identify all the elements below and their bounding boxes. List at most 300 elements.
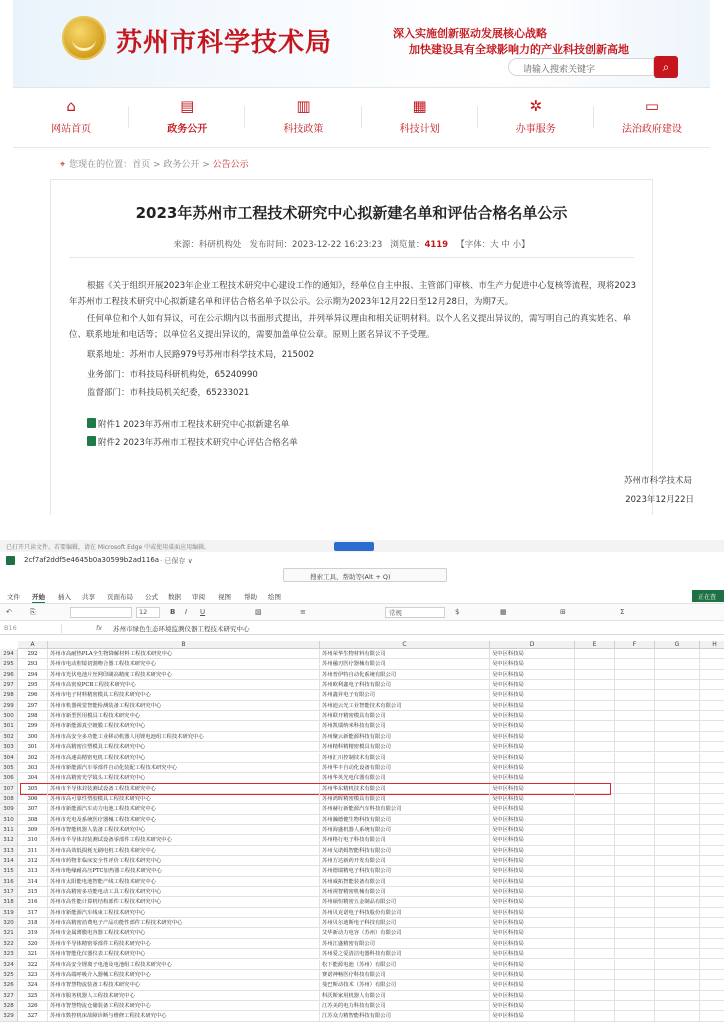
table-cell[interactable] [575, 649, 615, 659]
column-header[interactable]: E [575, 641, 615, 649]
font-family-select[interactable] [70, 607, 132, 618]
align-left-icon[interactable]: ≡ [300, 608, 306, 616]
table-cell[interactable] [655, 794, 700, 804]
table-cell[interactable]: 苏州市高性能计算机结构部件工程技术研究中心 [48, 897, 320, 907]
save-status[interactable]: · 已保存 ∨ [160, 557, 193, 565]
table-cell[interactable] [700, 701, 724, 711]
table-cell[interactable]: 325 [18, 991, 48, 1001]
table-cell[interactable] [615, 835, 655, 845]
table-cell[interactable] [700, 721, 724, 731]
table-cell[interactable]: 苏州方达新药开发有限公司 [320, 856, 490, 866]
table-cell[interactable] [655, 721, 700, 731]
ribbon-tab-10[interactable]: 绘图 [268, 593, 281, 601]
table-cell[interactable] [700, 970, 724, 980]
row-header[interactable]: 303 [0, 742, 18, 752]
table-cell[interactable]: 吴中区科技局 [490, 773, 575, 783]
table-cell[interactable]: 吴中区科技局 [490, 897, 575, 907]
table-cell[interactable]: 苏州市金属薄膜电容器工程技术研究中心 [48, 928, 320, 938]
table-cell[interactable] [615, 680, 655, 690]
table-cell[interactable]: 苏州赫行新能源汽车科技有限公司 [320, 804, 490, 814]
font-size-select[interactable]: 12 [136, 607, 160, 618]
table-cell[interactable] [575, 763, 615, 773]
table-cell[interactable] [700, 825, 724, 835]
ribbon-tab-6[interactable]: 数据 [168, 593, 181, 601]
table-cell[interactable]: 苏州爱之爱清洁电器科技有限公司 [320, 949, 490, 959]
table-cell[interactable] [655, 784, 700, 794]
table-cell[interactable] [615, 960, 655, 970]
table-cell[interactable] [615, 949, 655, 959]
table-cell[interactable]: 苏州市新能源真空镀膜工程技术研究中心 [48, 721, 320, 731]
table-cell[interactable]: 327 [18, 1011, 48, 1021]
spreadsheet-grid[interactable] [0, 641, 724, 1024]
table-cell[interactable]: 苏州联开精密模具有限公司 [320, 711, 490, 721]
function-icon[interactable]: fx [96, 624, 103, 632]
table-cell[interactable]: 赛诺神畅医疗科技有限公司 [320, 970, 490, 980]
table-cell[interactable] [655, 960, 700, 970]
breadcrumb-current[interactable]: 公告公示 [212, 160, 249, 170]
table-cell[interactable] [655, 970, 700, 980]
ribbon-tab-8[interactable]: 视图 [218, 593, 231, 601]
row-header[interactable]: 326 [0, 980, 18, 990]
table-cell[interactable] [575, 866, 615, 876]
table-cell[interactable] [655, 773, 700, 783]
table-cell[interactable] [615, 928, 655, 938]
table-cell[interactable]: 苏州威拓智能装备有限公司 [320, 877, 490, 887]
table-cell[interactable]: 305 [18, 784, 48, 794]
nav-item-4[interactable] [478, 88, 594, 147]
table-cell[interactable]: 苏州市高速高精密电机工程技术研究中心 [48, 753, 320, 763]
table-cell[interactable] [700, 763, 724, 773]
table-cell[interactable]: 苏州市光伏电池片丝网印刷高精度工程技术研究中心 [48, 670, 320, 680]
table-cell[interactable] [700, 856, 724, 866]
table-cell[interactable]: 314 [18, 877, 48, 887]
table-cell[interactable]: 292 [18, 649, 48, 659]
table-cell[interactable] [575, 721, 615, 731]
table-cell[interactable]: 吴中区科技局 [490, 846, 575, 856]
table-cell[interactable]: 315 [18, 887, 48, 897]
table-cell[interactable] [615, 670, 655, 680]
row-header[interactable]: 324 [0, 960, 18, 970]
table-cell[interactable] [575, 690, 615, 700]
table-cell[interactable] [575, 980, 615, 990]
currency-icon[interactable]: $ [455, 608, 460, 616]
breadcrumb-home[interactable]: 首页 [132, 160, 151, 170]
row-header[interactable]: 313 [0, 846, 18, 856]
row-header[interactable]: 311 [0, 825, 18, 835]
fill-color-icon[interactable]: ▨ [255, 608, 262, 616]
table-cell[interactable]: 307 [18, 804, 48, 814]
table-cell[interactable]: 293 [18, 659, 48, 669]
table-cell[interactable]: 吴中区科技局 [490, 753, 575, 763]
row-header[interactable]: 309 [0, 804, 18, 814]
table-cell[interactable]: 326 [18, 1001, 48, 1011]
row-header[interactable]: 314 [0, 856, 18, 866]
table-cell[interactable]: 苏州聚云新能源科技有限公司 [320, 732, 490, 742]
table-cell[interactable]: 吴中区科技局 [490, 991, 575, 1001]
table-cell[interactable] [655, 1011, 700, 1021]
table-cell[interactable] [575, 670, 615, 680]
row-header[interactable]: 301 [0, 721, 18, 731]
table-cell[interactable] [655, 690, 700, 700]
table-cell[interactable]: 苏州市服务机器人工程技术研究中心 [48, 991, 320, 1001]
table-cell[interactable]: 吴中区科技局 [490, 835, 575, 845]
table-cell[interactable] [655, 742, 700, 752]
nav-item-3[interactable] [362, 88, 478, 147]
table-cell[interactable] [615, 711, 655, 721]
table-cell[interactable]: 苏州市新能源汽车线束工程技术研究中心 [48, 908, 320, 918]
table-cell[interactable] [655, 877, 700, 887]
nav-item-1[interactable] [129, 88, 245, 147]
table-cell[interactable] [575, 815, 615, 825]
table-cell[interactable] [700, 866, 724, 876]
table-cell[interactable] [575, 897, 615, 907]
table-cell[interactable]: 苏州市绝缘耐高压PTC加热器工程技术研究中心 [48, 866, 320, 876]
underline-icon[interactable]: U [200, 608, 206, 616]
table-cell[interactable]: 308 [18, 815, 48, 825]
table-cell[interactable]: 苏州荣华生物材料有限公司 [320, 649, 490, 659]
attachment-1-link[interactable]: 附件1 2023年苏州市工程技术研究中心拟新建名单 [87, 418, 289, 430]
table-cell[interactable]: 吴中区科技局 [490, 939, 575, 949]
site-title[interactable]: 苏州市科学技术局 [116, 28, 333, 58]
table-cell[interactable]: 苏州市新型医用模具工程技术研究中心 [48, 711, 320, 721]
table-cell[interactable] [700, 670, 724, 680]
row-header[interactable]: 327 [0, 991, 18, 1001]
ribbon-tab-1[interactable]: 开始 [32, 593, 45, 601]
table-cell[interactable]: 300 [18, 732, 48, 742]
table-cell[interactable]: 苏州普伊特自动化系统有限公司 [320, 670, 490, 680]
table-cell[interactable]: 苏州市数控机床故障诊断与维修工程技术研究中心 [48, 1011, 320, 1021]
table-cell[interactable] [575, 835, 615, 845]
table-cell[interactable]: 304 [18, 773, 48, 783]
table-cell[interactable] [575, 939, 615, 949]
row-header[interactable]: 308 [0, 794, 18, 804]
table-cell[interactable]: 323 [18, 970, 48, 980]
row-header[interactable]: 298 [0, 690, 18, 700]
number-format-select[interactable]: 常规 [385, 607, 445, 618]
table-cell[interactable]: 吴中区科技局 [490, 1001, 575, 1011]
table-cell[interactable]: 吴中区科技局 [490, 701, 575, 711]
table-cell[interactable] [615, 763, 655, 773]
table-cell[interactable] [575, 1001, 615, 1011]
table-cell[interactable]: 苏州市高端呼吸介入器械工程技术研究中心 [48, 970, 320, 980]
table-cell[interactable]: 294 [18, 670, 48, 680]
table-cell[interactable]: 苏州精科精精密模具有限公司 [320, 742, 490, 752]
table-cell[interactable] [655, 753, 700, 763]
table-cell[interactable]: 322 [18, 960, 48, 970]
table-cell[interactable] [575, 711, 615, 721]
table-cell[interactable]: 苏州硕恒精密五金制品有限公司 [320, 897, 490, 907]
table-cell[interactable]: 309 [18, 825, 48, 835]
table-cell[interactable]: 苏州市高精密光学镜头工程技术研究中心 [48, 773, 320, 783]
table-cell[interactable] [700, 680, 724, 690]
table-cell[interactable]: 苏州华东精机技术有限公司 [320, 784, 490, 794]
insert-cells-icon[interactable]: ⊞ [560, 608, 566, 616]
table-cell[interactable] [615, 897, 655, 907]
table-cell[interactable] [615, 991, 655, 1001]
table-cell[interactable] [655, 908, 700, 918]
table-cell[interactable]: 吴中区科技局 [490, 763, 575, 773]
ribbon-tab-2[interactable]: 插入 [58, 593, 71, 601]
table-cell[interactable] [700, 939, 724, 949]
table-cell[interactable] [700, 960, 724, 970]
table-cell[interactable]: 313 [18, 866, 48, 876]
table-cell[interactable]: 江苏众力精智能科技有限公司 [320, 1011, 490, 1021]
table-cell[interactable]: 苏州市智慧物流装备工程技术研究中心 [48, 980, 320, 990]
table-cell[interactable] [575, 784, 615, 794]
table-cell[interactable] [655, 939, 700, 949]
table-cell[interactable] [700, 846, 724, 856]
table-cell[interactable] [655, 918, 700, 928]
share-button[interactable]: 正在查 [692, 590, 724, 602]
table-cell[interactable]: 吴中区科技局 [490, 970, 575, 980]
table-cell[interactable]: 319 [18, 928, 48, 938]
edit-button[interactable] [334, 542, 374, 551]
table-cell[interactable] [615, 742, 655, 752]
table-cell[interactable] [575, 887, 615, 897]
table-cell[interactable] [615, 856, 655, 866]
table-cell[interactable]: 苏州市药物非临床安全性评价工程技术研究中心 [48, 856, 320, 866]
table-cell[interactable] [575, 991, 615, 1001]
table-cell[interactable]: 苏州市半导体精密零部件工程技术研究中心 [48, 939, 320, 949]
table-cell[interactable]: 苏州海盛机器人系统有限公司 [320, 825, 490, 835]
column-header[interactable]: H [700, 641, 724, 649]
table-cell[interactable] [655, 928, 700, 938]
column-header[interactable]: B [48, 641, 320, 649]
table-cell[interactable] [615, 939, 655, 949]
row-header[interactable]: 296 [0, 670, 18, 680]
breadcrumb-affairs[interactable]: 政务公开 [163, 160, 200, 170]
table-cell[interactable]: 苏州华英光电仪器有限公司 [320, 773, 490, 783]
column-header[interactable]: D [490, 641, 575, 649]
table-cell[interactable] [700, 908, 724, 918]
table-cell[interactable] [655, 659, 700, 669]
ribbon-tab-5[interactable]: 公式 [145, 593, 158, 601]
table-cell[interactable]: 苏州贝克诺电子科技股份有限公司 [320, 908, 490, 918]
table-cell[interactable]: 曼巴斯动技术（苏州）有限公司 [320, 980, 490, 990]
table-cell[interactable] [575, 908, 615, 918]
row-header[interactable]: 320 [0, 918, 18, 928]
table-cell[interactable] [700, 1001, 724, 1011]
table-cell[interactable] [700, 949, 724, 959]
table-cell[interactable]: 苏州视智精密机械有限公司 [320, 887, 490, 897]
table-cell[interactable] [700, 773, 724, 783]
table-cell[interactable]: 303 [18, 763, 48, 773]
column-header[interactable]: F [615, 641, 655, 649]
table-cell[interactable]: 吴中区科技局 [490, 711, 575, 721]
table-cell[interactable] [615, 866, 655, 876]
table-cell[interactable]: 苏州市高可靠性塑胶模具工程技术研究中心 [48, 794, 320, 804]
table-cell[interactable]: 298 [18, 711, 48, 721]
table-cell[interactable]: 吴中区科技局 [490, 856, 575, 866]
table-cell[interactable] [575, 773, 615, 783]
table-cell[interactable]: 吴中区科技局 [490, 721, 575, 731]
table-cell[interactable] [700, 649, 724, 659]
table-cell[interactable] [655, 897, 700, 907]
row-header[interactable]: 319 [0, 908, 18, 918]
table-cell[interactable] [655, 711, 700, 721]
table-cell[interactable]: 吴中区科技局 [490, 794, 575, 804]
bold-icon[interactable]: B [170, 608, 176, 616]
nav-item-2[interactable] [245, 88, 361, 147]
table-cell[interactable]: 科沃斯家用机器人有限公司 [320, 991, 490, 1001]
table-cell[interactable]: 苏州市高密度PCB工程技术研究中心 [48, 680, 320, 690]
table-cell[interactable] [700, 815, 724, 825]
table-cell[interactable] [615, 825, 655, 835]
nav-item-0[interactable] [13, 88, 129, 147]
table-cell[interactable] [700, 980, 724, 990]
table-cell[interactable]: 苏州瀚德健生物科技有限公司 [320, 815, 490, 825]
row-header[interactable]: 307 [0, 784, 18, 794]
table-cell[interactable] [575, 659, 615, 669]
row-header[interactable]: 302 [0, 732, 18, 742]
table-cell[interactable]: 苏州迪云光工业智能技术有限公司 [320, 701, 490, 711]
table-cell[interactable]: 吴中区科技局 [490, 670, 575, 680]
table-cell[interactable]: 苏州鑫昇电子有限公司 [320, 690, 490, 700]
table-cell[interactable]: 312 [18, 856, 48, 866]
table-cell[interactable] [655, 825, 700, 835]
table-cell[interactable] [655, 680, 700, 690]
table-cell[interactable] [655, 887, 700, 897]
table-cell[interactable] [575, 804, 615, 814]
table-cell[interactable] [655, 835, 700, 845]
table-cell[interactable]: 吴中区科技局 [490, 960, 575, 970]
row-header[interactable]: 318 [0, 897, 18, 907]
row-header[interactable]: 317 [0, 887, 18, 897]
table-cell[interactable]: 吴中区科技局 [490, 784, 575, 794]
table-cell[interactable] [700, 1011, 724, 1021]
table-cell[interactable] [700, 991, 724, 1001]
table-cell[interactable]: 苏州市机器视觉智能检测装备工程技术研究中心 [48, 701, 320, 711]
table-cell[interactable] [655, 804, 700, 814]
table-cell[interactable]: 苏州格行电子科技有限公司 [320, 835, 490, 845]
table-cell[interactable]: 江苏美的电力科技有限公司 [320, 1001, 490, 1011]
table-cell[interactable] [655, 649, 700, 659]
row-header[interactable]: 321 [0, 928, 18, 938]
table-cell[interactable] [615, 701, 655, 711]
formula-input[interactable]: 苏州市绿色生态环境监测仪器工程技术研究中心 [113, 625, 250, 633]
table-cell[interactable]: 295 [18, 680, 48, 690]
table-cell[interactable]: 吴中区科技局 [490, 659, 575, 669]
table-cell[interactable]: 吴中区科技局 [490, 690, 575, 700]
row-header[interactable]: 315 [0, 866, 18, 876]
table-cell[interactable]: 苏州市新能源汽车零部件自动化装配工程技术研究中心 [48, 763, 320, 773]
row-header[interactable]: 305 [0, 763, 18, 773]
row-header[interactable]: 316 [0, 877, 18, 887]
table-cell[interactable]: 苏州德瑞精电子科技有限公司 [320, 866, 490, 876]
table-cell[interactable]: 苏州市新能源汽车动力电池工程技术研究中心 [48, 804, 320, 814]
table-cell[interactable]: 吴中区科技局 [490, 918, 575, 928]
table-cell[interactable] [655, 670, 700, 680]
table-cell[interactable] [615, 877, 655, 887]
table-cell[interactable]: 苏州融刃医疗器械有限公司 [320, 659, 490, 669]
table-cell[interactable]: 吴中区科技局 [490, 815, 575, 825]
table-cell[interactable]: 311 [18, 846, 48, 856]
table-cell[interactable] [575, 1011, 615, 1021]
table-cell[interactable]: 苏州市高精密多功能电动工具工程技术研究中心 [48, 887, 320, 897]
column-header[interactable]: C [320, 641, 490, 649]
table-cell[interactable] [615, 980, 655, 990]
name-box[interactable]: B16 [2, 624, 62, 633]
table-cell[interactable] [575, 856, 615, 866]
ribbon-tab-0[interactable]: 文件 [7, 593, 20, 601]
table-cell[interactable]: 松下能源电池（苏州）有限公司 [320, 960, 490, 970]
table-cell[interactable]: 苏州市电动腔镜切割吻合器工程技术研究中心 [48, 659, 320, 669]
table-cell[interactable] [615, 649, 655, 659]
table-cell[interactable]: 苏州市高耐热PLA全生物降解材料工程技术研究中心 [48, 649, 320, 659]
table-cell[interactable] [700, 877, 724, 887]
row-header[interactable]: 306 [0, 773, 18, 783]
table-cell[interactable] [655, 846, 700, 856]
table-cell[interactable] [615, 753, 655, 763]
paste-icon[interactable]: ⎘ [30, 608, 36, 616]
table-cell[interactable]: 苏州市高精密消费电子产品功能性部件工程技术研究中心 [48, 918, 320, 928]
table-cell[interactable]: 苏州市高安全锂离子电池及电池组工程技术研究中心 [48, 960, 320, 970]
table-cell[interactable] [700, 659, 724, 669]
table-cell[interactable] [700, 742, 724, 752]
row-header[interactable]: 328 [0, 1001, 18, 1011]
row-header[interactable]: 325 [0, 970, 18, 980]
table-cell[interactable]: 吴中区科技局 [490, 732, 575, 742]
conditional-format-icon[interactable]: ▦ [500, 608, 507, 616]
table-cell[interactable]: 苏州市太阳能电池智能产线工程技术研究中心 [48, 877, 320, 887]
table-cell[interactable] [700, 711, 724, 721]
table-cell[interactable] [655, 949, 700, 959]
table-cell[interactable]: 吴中区科技局 [490, 1011, 575, 1021]
attachment-2-link[interactable]: 附件2 2023年苏州市工程技术研究中心评估合格名单 [87, 436, 298, 448]
table-cell[interactable] [575, 753, 615, 763]
table-cell[interactable] [575, 825, 615, 835]
table-cell[interactable]: 302 [18, 753, 48, 763]
table-cell[interactable]: 吴中区科技局 [490, 804, 575, 814]
table-cell[interactable] [575, 701, 615, 711]
table-cell[interactable]: 324 [18, 980, 48, 990]
table-cell[interactable]: 吴中区科技局 [490, 866, 575, 876]
ribbon-tab-7[interactable]: 审阅 [192, 593, 205, 601]
table-cell[interactable]: 苏州市高精密注塑模具工程技术研究中心 [48, 742, 320, 752]
table-cell[interactable] [655, 856, 700, 866]
table-cell[interactable]: 吴中区科技局 [490, 649, 575, 659]
table-cell[interactable]: 吴中区科技局 [490, 742, 575, 752]
undo-icon[interactable]: ↶ [6, 608, 12, 616]
table-cell[interactable]: 苏州凯瑞纳米科技有限公司 [320, 721, 490, 731]
table-cell[interactable]: 296 [18, 690, 48, 700]
row-header[interactable]: 312 [0, 835, 18, 845]
table-cell[interactable] [700, 897, 724, 907]
table-cell[interactable]: 苏州江盛精密有限公司 [320, 939, 490, 949]
table-cell[interactable]: 320 [18, 939, 48, 949]
table-cell[interactable] [575, 732, 615, 742]
table-cell[interactable]: 苏州市半导体封装测试设备零部件工程技术研究中心 [48, 835, 320, 845]
row-header[interactable]: 322 [0, 939, 18, 949]
table-cell[interactable]: 316 [18, 897, 48, 907]
table-cell[interactable] [615, 794, 655, 804]
table-cell[interactable]: 苏州市高效低损耗无刷电机工程技术研究中心 [48, 846, 320, 856]
table-cell[interactable] [615, 1011, 655, 1021]
table-cell[interactable] [575, 680, 615, 690]
table-cell[interactable]: 吴中区科技局 [490, 877, 575, 887]
table-cell[interactable]: 苏州鸿晖精密模具有限公司 [320, 794, 490, 804]
table-cell[interactable]: 301 [18, 742, 48, 752]
table-cell[interactable] [655, 866, 700, 876]
table-cell[interactable]: 苏州市半导体封装测试设备工程技术研究中心 [48, 784, 320, 794]
table-cell[interactable] [700, 918, 724, 928]
table-cell[interactable] [615, 732, 655, 742]
table-cell[interactable] [615, 918, 655, 928]
table-cell[interactable] [700, 784, 724, 794]
table-cell[interactable] [655, 980, 700, 990]
nav-item-5[interactable] [594, 88, 710, 147]
table-cell[interactable]: 吴中区科技局 [490, 825, 575, 835]
